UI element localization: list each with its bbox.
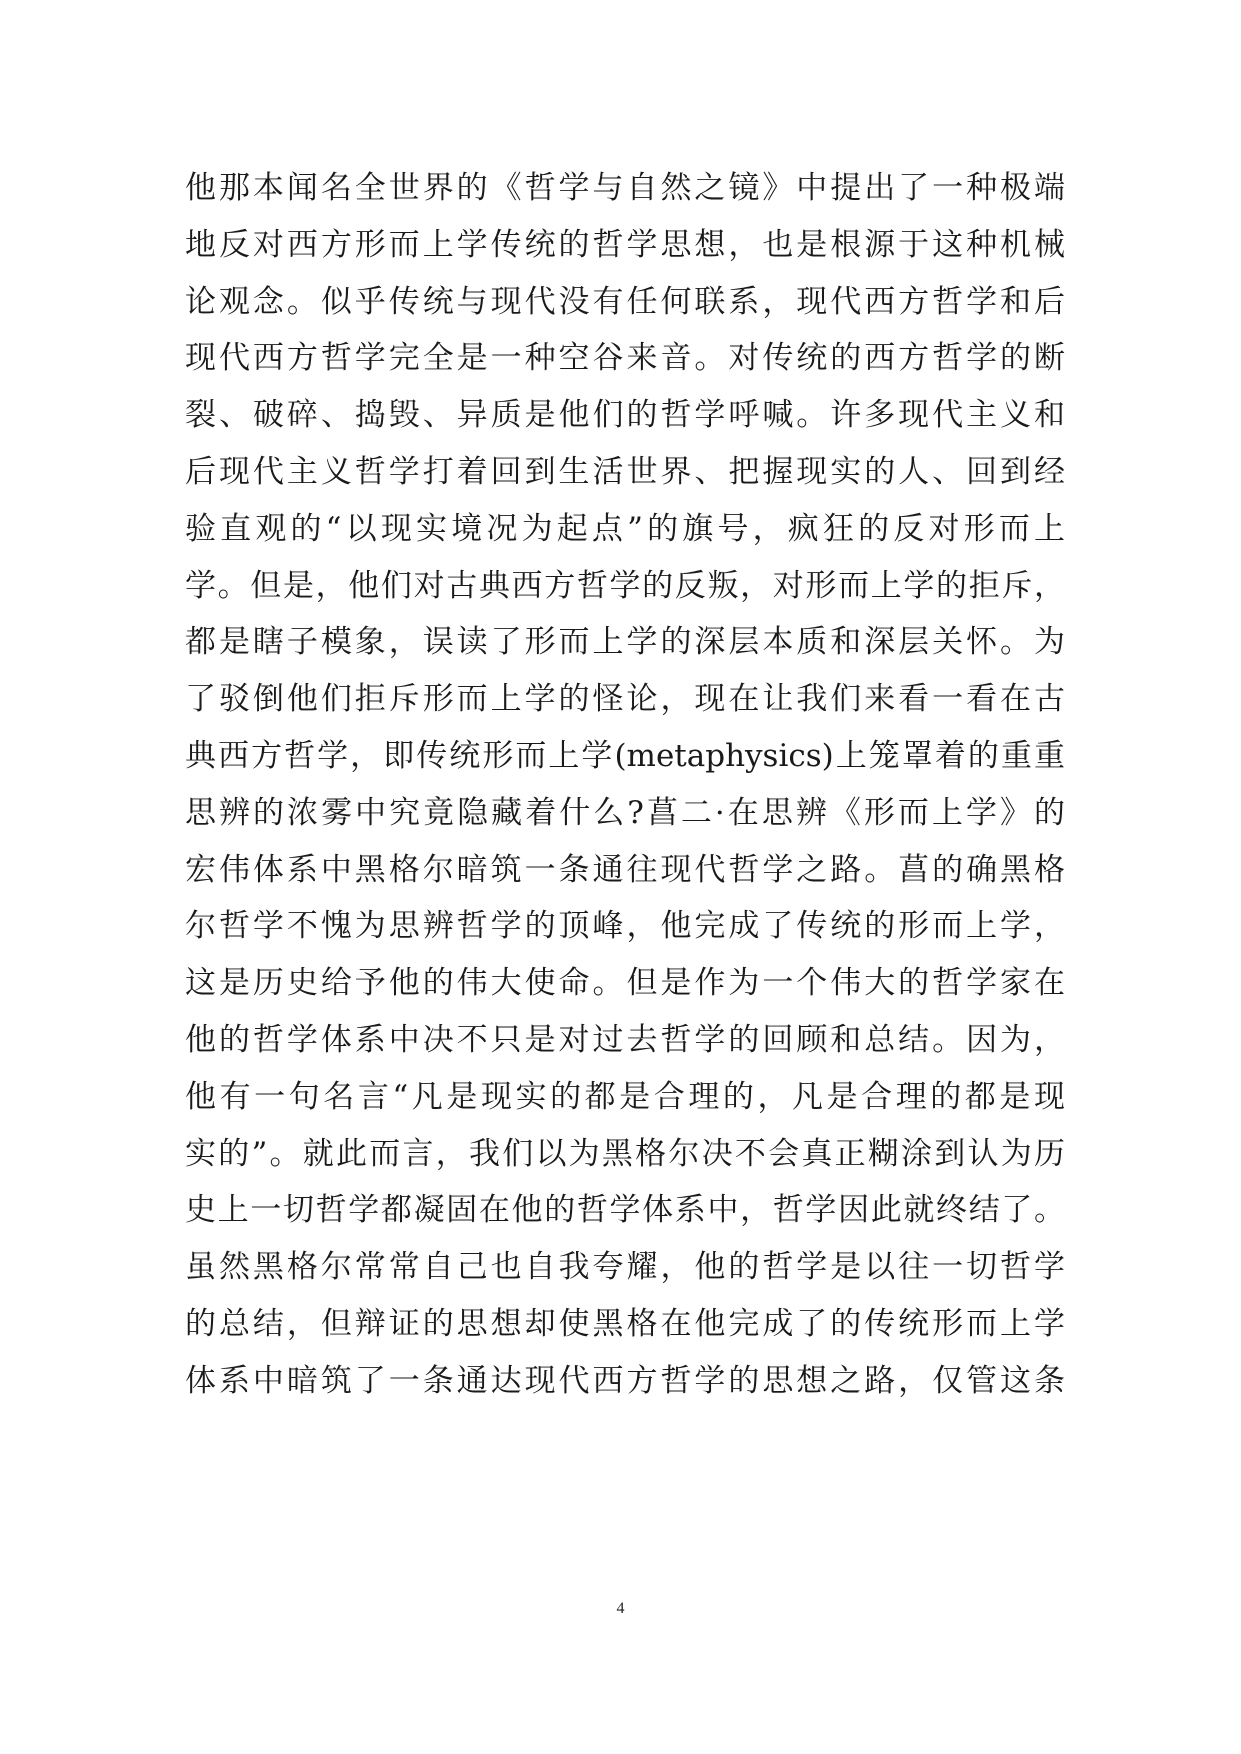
text-line: 都是瞎子模象，误读了形而上学的深层本质和深层关怀。为 <box>185 624 1065 661</box>
text-line: 体系中暗筑了一条通达现代西方哲学的思想之路，仅管这条 <box>185 1362 1065 1399</box>
body-text <box>185 160 1065 1410</box>
text-line: 了驳倒他们拒斥形而上学的怪论，现在让我们来看一看在古 <box>185 681 1065 718</box>
text-line: 他有一句名言“凡是现实的都是合理的，凡是合理的都是现 <box>185 1078 1065 1115</box>
text-line: 学。但是，他们对古典西方哲学的反叛，对形而上学的拒斥， <box>185 567 1065 604</box>
text-line: 尔哲学不愧为思辨哲学的顶峰，他完成了传统的形而上学， <box>185 908 1065 945</box>
text-line: 的总结，但辩证的思想却使黑格在他完成了的传统形而上学 <box>185 1305 1065 1342</box>
text-line: 现代西方哲学完全是一种空谷来音。对传统的西方哲学的断 <box>185 340 1065 377</box>
text-line: 验直观的“以现实境况为起点”的旗号，疯狂的反对形而上 <box>185 510 1065 547</box>
text-line: 论观念。似乎传统与现代没有任何联系，现代西方哲学和后 <box>185 283 1065 320</box>
text-line: 实的”。就此而言，我们以为黑格尔决不会真正糊涂到认为历 <box>185 1135 1065 1172</box>
text-line: 地反对西方形而上学传统的哲学思想，也是根源于这种机械 <box>185 226 1065 263</box>
text-line: 后现代主义哲学打着回到生活世界、把握现实的人、回到经 <box>185 453 1065 490</box>
text-line: 虽然黑格尔常常自己也自我夸耀，他的哲学是以往一切哲学 <box>185 1249 1065 1286</box>
text-line: 他那本闻名全世界的《哲学与自然之镜》中提出了一种极端 <box>185 170 1065 206</box>
text-line: 这是历史给予他的伟大使命。但是作为一个伟大的哲学家在 <box>185 965 1065 1002</box>
page-number: 4 <box>616 1600 625 1617</box>
text-line: 史上一切哲学都凝固在他的哲学体系中，哲学因此就终结了。 <box>185 1192 1065 1229</box>
text-line: 典西方哲学，即传统形而上学(metaphysics)上笼罩着的重重 <box>185 737 1065 774</box>
text-line: 他的哲学体系中决不只是对过去哲学的回顾和总结。因为， <box>185 1021 1065 1058</box>
text-line: 裂、破碎、捣毁、异质是他们的哲学呼喊。许多现代主义和 <box>185 397 1065 434</box>
text-line: 思辨的浓雾中究竟隐藏着什么?菖二·在思辨《形而上学》的 <box>185 794 1065 831</box>
text-line: 宏伟体系中黑格尔暗筑一条通往现代哲学之路。菖的确黑格 <box>185 851 1065 888</box>
